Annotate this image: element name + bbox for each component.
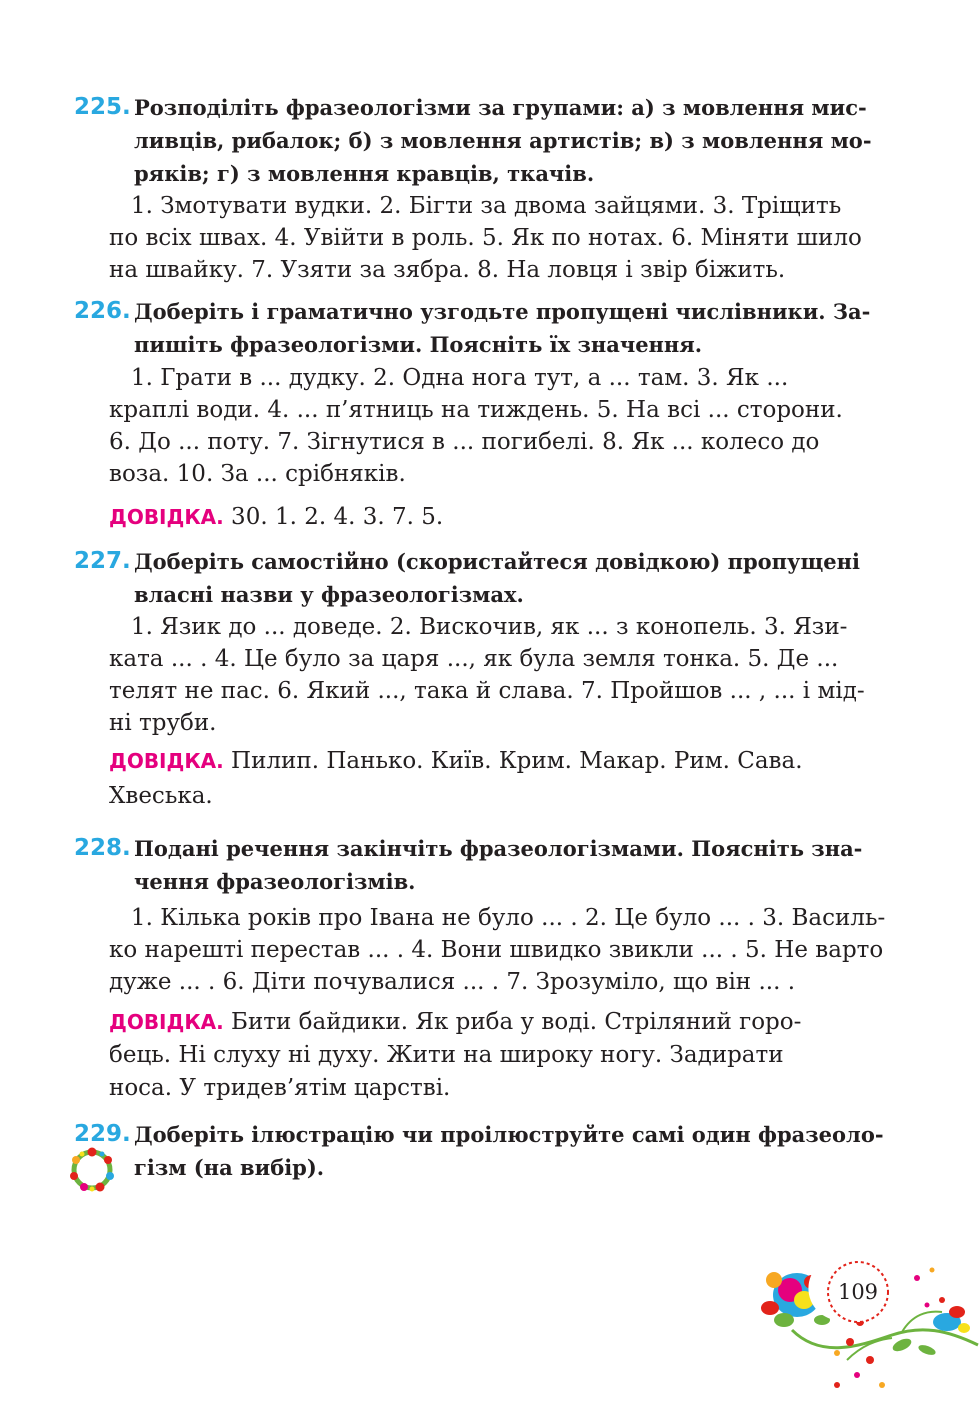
exercise-text xyxy=(109,902,885,998)
exercise-number: 229. xyxy=(74,1121,131,1147)
task-line: ливців, рибалок; б) з мовлення артистів; в) з мовлення мо- xyxy=(134,128,872,153)
exercise-task xyxy=(134,295,870,361)
hint-label: ДОВІДКА. xyxy=(109,749,224,773)
task-line: ряків; г) з мовлення кравців, ткачів. xyxy=(134,161,595,186)
flower-wreath-icon xyxy=(64,1144,120,1196)
text-line: ко нарешті перестав ... . 4. Вони швидко звикли ... . 5. Не варто xyxy=(109,937,884,963)
task-line: Доберіть ілюстрацію чи проілюструйте самі один фразеоло- xyxy=(134,1122,884,1147)
text-line: на швайку. 7. Узяти за зябра. 8. На ловця і звір біжить. xyxy=(109,257,786,283)
exercise-text xyxy=(109,362,843,490)
hint-line: Хвеська. xyxy=(109,783,213,809)
text-line: 1. Змотувати вудки. 2. Бігти за двома зайцями. 3. Тріщить xyxy=(109,193,842,219)
exercise-number: 228. xyxy=(74,835,131,861)
task-line: Подані речення закінчіть фразеологізмами. Поясніть зна- xyxy=(134,836,863,861)
hint-label: ДОВІДКА. xyxy=(109,1010,224,1034)
exercise-task xyxy=(134,91,872,190)
hint-text: Бити байдики. Як риба у воді. Стріляний горо- xyxy=(223,1009,802,1035)
exercise-task xyxy=(134,545,860,611)
hint-line: носа. У тридев’ятім царстві. xyxy=(109,1075,451,1101)
hint-line xyxy=(109,744,803,779)
hint-line: бець. Ні слуху ні духу. Жити на широку ногу. Задирати xyxy=(109,1042,784,1068)
task-line: Доберіть самостійно (скористайтеся довідкою) пропущені xyxy=(134,549,860,574)
exercise-task xyxy=(134,832,862,898)
text-line: ні труби. xyxy=(109,710,217,736)
hint-line xyxy=(109,1006,801,1039)
task-line: пишіть фразеологізми. Поясніть їх значення. xyxy=(134,332,703,357)
text-line: 1. Грати в ... дудку. 2. Одна нога тут, а ... там. 3. Як ... xyxy=(109,365,789,391)
text-line: 6. До ... поту. 7. Зігнутися в ... погибелі. 8. Як ... колесо до xyxy=(109,429,820,455)
hint-block xyxy=(109,500,443,535)
text-line: ката ... . 4. Це було за царя ..., як була земля тонка. 5. Де ... xyxy=(109,646,839,672)
text-line: дуже ... . 6. Діти почувалися ... . 7. Зрозуміло, що він ... . xyxy=(109,969,796,995)
exercise-number: 226. xyxy=(74,298,131,324)
exercise-number: 227. xyxy=(74,548,131,574)
task-line: чення фразеологізмів. xyxy=(134,869,416,894)
exercise-task xyxy=(134,1118,884,1184)
hint-text: 30. 1. 2. 4. 3. 7. 5. xyxy=(223,504,444,530)
exercise-number: 225. xyxy=(74,94,131,120)
task-line: Розподіліть фразеологізми за групами: а) з мовлення мис- xyxy=(134,95,867,120)
hint-block xyxy=(109,744,803,814)
task-line: Доберіть і граматично узгодьте пропущені числівники. За- xyxy=(134,299,871,324)
page-number: 109 xyxy=(837,1280,879,1304)
exercise-text xyxy=(109,190,862,286)
hint-text: Пилип. Панько. Київ. Крим. Макар. Рим. Сава. xyxy=(223,748,803,774)
text-line: 1. Язик до ... доведе. 2. Вискочив, як ... з конопель. 3. Язи- xyxy=(109,614,848,640)
text-line: по всіх швах. 4. Увійти в роль. 5. Як по нотах. 6. Міняти шило xyxy=(109,225,862,251)
text-line: воза. 10. За ... срібняків. xyxy=(109,461,406,487)
hint-block xyxy=(109,1006,801,1105)
task-line: власні назви у фразеологізмах. xyxy=(134,582,524,607)
exercise-text xyxy=(109,611,865,739)
text-line: краплі води. 4. ... п’ятниць на тиждень. 5. На всі ... сторони. xyxy=(109,397,843,423)
task-line: гізм (на вибір). xyxy=(134,1155,325,1180)
hint-label: ДОВІДКА. xyxy=(109,505,224,529)
text-line: 1. Кілька років про Івана не було ... . 2. Це було ... . 3. Василь- xyxy=(109,905,886,931)
text-line: телят не пас. 6. Який ..., така й слава. 7. Пройшов ... , ... і мід- xyxy=(109,678,865,704)
hint-line xyxy=(109,500,443,535)
